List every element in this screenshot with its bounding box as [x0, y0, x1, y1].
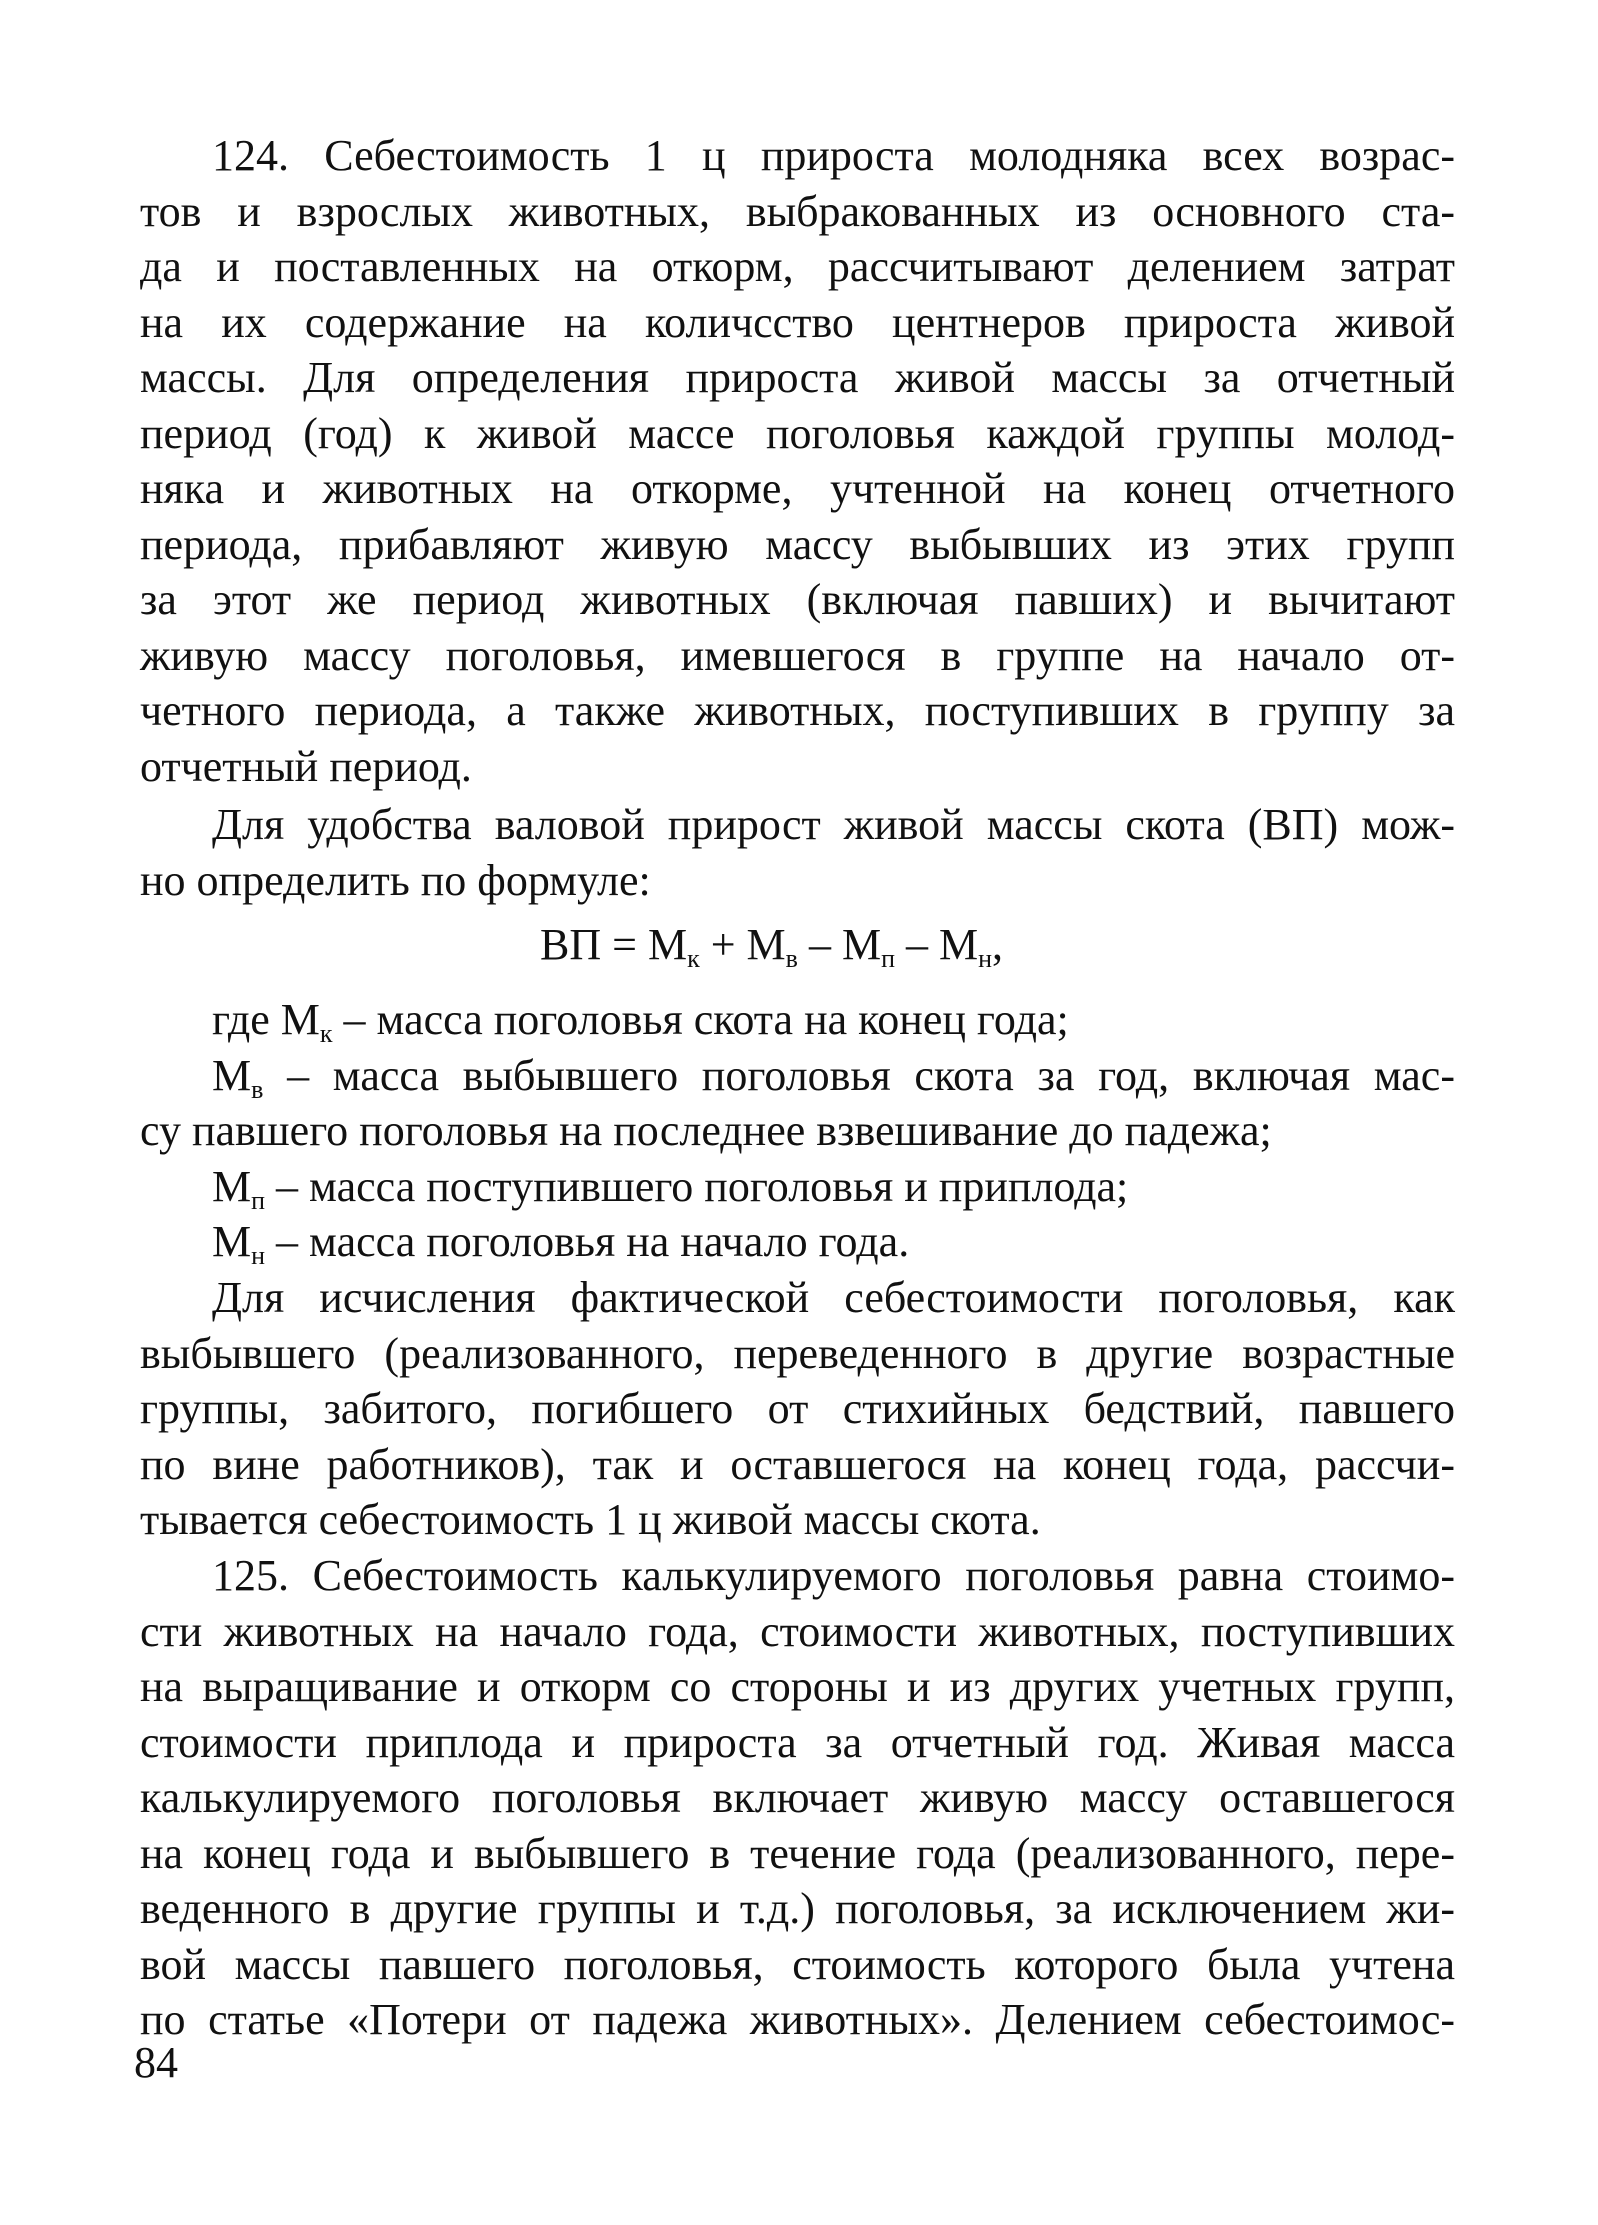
- text-line: по статье «Потери от падежа животных». Делением себестоимос-: [140, 1995, 1455, 2044]
- formula-sub-p: п: [881, 944, 895, 973]
- text-line: тывается себестоимость 1 ц живой массы скота.: [140, 1495, 1041, 1544]
- text-line: сти животных на начало года, стоимости животных, поступивших: [140, 1606, 1455, 1656]
- definition-mv: [140, 1048, 1455, 1104]
- text-line: массы. Для определения прироста живой массы за отчетный: [140, 353, 1455, 402]
- text-line: на выращивание и откорм со стороны и из других учетных групп,: [140, 1662, 1455, 1711]
- symbol-sub-p: п: [251, 1185, 266, 1215]
- text-line: стоимости приплода и прироста за отчетный год. Живая масса: [140, 1717, 1455, 1767]
- paragraph-formula-intro: [140, 797, 1455, 908]
- formula-m: М: [939, 920, 979, 969]
- paragraph-124: [140, 128, 1455, 794]
- symbol-m: М: [212, 1217, 252, 1266]
- symbol-m: М: [212, 1050, 252, 1100]
- paragraph-cost: [140, 1270, 1455, 1548]
- formula-plus: +: [699, 920, 747, 969]
- formula-definitions: [140, 992, 1455, 1270]
- text-line: период (год) к живой массе поголовья каждой группы молод-: [140, 408, 1455, 458]
- page-number: 84: [134, 2038, 178, 2087]
- text-line: Для исчисления фактической себестоимости поголовья, как: [212, 1273, 1455, 1322]
- formula-sub-k: к: [687, 944, 700, 973]
- text-line: выбывшего (реализованного, переведенного в другие возрастные: [140, 1328, 1455, 1378]
- text-line: 124. Себестоимость 1 ц прироста молодняка всех возрас-: [212, 131, 1455, 180]
- definition-mn: [140, 1214, 1455, 1270]
- text-line: Для удобства валовой прирост живой массы скота (ВП) мож-: [212, 800, 1455, 849]
- formula-m: М: [841, 920, 882, 969]
- symbol-m: М: [280, 995, 320, 1044]
- definition-mk: [140, 992, 1455, 1048]
- text-line: периода, прибавляют живую массу выбывших из этих групп: [140, 519, 1455, 569]
- definition-text: – масса поголовья на начало года.: [265, 1217, 910, 1266]
- text-line: отчетный период.: [140, 741, 472, 791]
- symbol-sub-k: к: [319, 1019, 333, 1048]
- text-line: группы, забитого, погибшего от стихийных бедствий, павшего: [140, 1384, 1455, 1433]
- text-line: четного периода, а также животных, поступивших в группу за: [140, 686, 1455, 735]
- definition-text: – масса поступившего поголовья и приплода;: [265, 1161, 1129, 1211]
- formula-minus: –: [797, 920, 842, 969]
- text-line: веденного в другие группы и т.д.) поголовья, за исключением жи-: [140, 1884, 1455, 1933]
- symbol-m: М: [212, 1161, 252, 1211]
- definition-text: – масса поголовья скота на конец года;: [332, 995, 1069, 1044]
- definition-text: – масса выбывшего поголовья скота за год, включая мас-: [263, 1050, 1455, 1100]
- formula: [540, 912, 1140, 985]
- text-line: няка и животных на откорме, учтенной на конец отчетного: [140, 464, 1455, 513]
- formula-equals: =: [601, 920, 648, 969]
- text-line: по вине работников), так и оставшегося на конец года, рассчи-: [140, 1439, 1455, 1489]
- where-label: где: [212, 995, 281, 1044]
- symbol-sub-v: в: [251, 1074, 264, 1104]
- paragraph-125: [140, 1548, 1455, 2048]
- symbol-sub-n: н: [251, 1241, 266, 1270]
- text-line: да и поставленных на откорм, рассчитывают делением затрат: [140, 242, 1455, 291]
- definition-mv-cont: су павшего поголовья на последнее взвешивание до падежа;: [140, 1106, 1272, 1155]
- definition-mp: [140, 1159, 1455, 1215]
- formula-m: М: [647, 920, 688, 969]
- text-line: но определить по формуле:: [140, 855, 651, 905]
- formula-sub-n: н: [978, 944, 993, 973]
- text-line: вой массы павшего поголовья, стоимость которого была учтена: [140, 1939, 1455, 1989]
- text-line: 125. Себестоимость калькулируемого поголовья равна стоимо-: [212, 1551, 1455, 1600]
- text-line: за этот же период животных (включая павших) и вычитают: [140, 575, 1455, 624]
- formula-m: М: [746, 920, 786, 969]
- text-line: на их содержание на количсство центнеров прироста живой: [140, 297, 1455, 347]
- formula-lhs: ВП: [540, 920, 602, 969]
- text-line: живую массу поголовья, имевшегося в группе на начало от-: [140, 630, 1455, 680]
- formula-end: ,: [992, 920, 1004, 969]
- text-line: на конец года и выбывшего в течение года (реализованного, пере-: [140, 1828, 1455, 1878]
- formula-line: [540, 912, 1140, 977]
- text-line: тов и взрослых животных, выбракованных из основного ста-: [140, 186, 1455, 236]
- formula-sub-v: в: [785, 944, 798, 973]
- text-line: калькулируемого поголовья включает живую массу оставшегося: [140, 1773, 1455, 1822]
- formula-minus: –: [895, 920, 939, 969]
